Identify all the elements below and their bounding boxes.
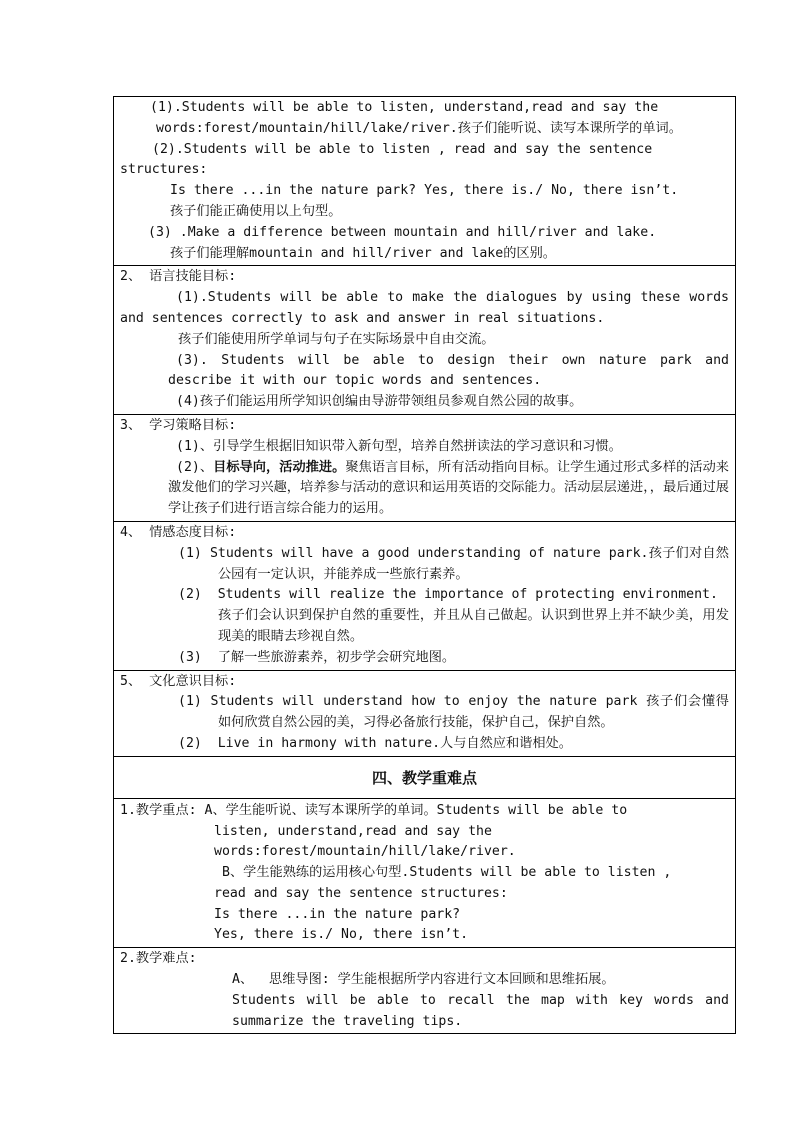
learning-strategy-title: 3、 学习策略目标: [120,417,237,433]
strategy-1: (1)、引导学生根据旧知识带入新句型，培养自然拼读法的学习意识和习惯。 [176,438,622,454]
objective-2-line: (2).Students will be able to listen , read and say the sentence [152,141,653,157]
strategy-2-bold: 目标导向，活动推进。 [213,459,346,475]
difficulty-line-1: A、 思维导图: 学生能根据所学内容进行文本回顾和思维拓展。 [232,972,615,988]
language-skill-3: (3). Students will be able to design their own nature park and describe it with our topic words and sentences. [168,352,729,389]
attitude-2-cn: 孩子们会认识到保护自然的重要性，并且从自己做起。认识到世界上并不缺少美，用发现美的眼睛去珍视自然。 [218,608,729,644]
knowledge-objectives-cell [114,97,735,266]
language-skill-1: (1).Students will be able to make the dialogues by using these words and sentences correctly to ask and answer in real situations. [120,290,729,326]
cultural-awareness-cell [114,671,735,757]
learning-strategy-cell [114,415,735,522]
objective-1-line: (1).Students will be able to listen, understand,read and say the [150,100,659,115]
focus-line-6: Is there ...in the nature park? [214,906,461,922]
focus-line-5: read and say the sentence structures: [214,885,508,901]
teaching-difficulty-cell [114,948,735,1034]
culture-1: (1) Students will understand how to enjoy the nature park 孩子们会懂得如何欣赏自然公园的美，习得必备旅行技能，保护自己，保护自然。 [178,694,729,731]
attitude-3: (3) 了解一些旅游素养，初步学会研究地图。 [178,649,456,665]
objective-3-line: (3) .Make a difference between mountain and hill/river and lake. [148,224,657,240]
emotional-attitude-cell [114,522,735,671]
language-skill-4: (4)孩子们能运用所学知识创编由导游带领组员参观自然公园的故事。 [176,394,583,410]
language-skills-cell [114,266,735,415]
focus-line-2: listen, understand,read and say the [214,823,492,839]
strategy-2-rest: 聚焦语言目标，所有活动指向目标。让学生通过形式多样的活动来激发他们的学习兴趣，培养参与活动的意识和运用英语的交际能力。活动层层递进，，最后通过展学让孩子们进行语言综合能力的运用。 [168,459,729,517]
strategy-2-prefix: (2)、 [176,459,214,475]
sentence-pattern: Is there ...in the nature park? Yes, there is./ No, there isn’t. [170,183,679,199]
focus-line-3: words:forest/mountain/hill/lake/river. [214,844,516,860]
emotional-attitude-title: 4、 情感态度目标: [120,524,237,540]
language-skills-title: 2、 语言技能目标: [120,269,237,285]
cultural-awareness-title: 5、 文化意识目标: [120,673,237,689]
focus-line-7: Yes, there is./ No, there isn’t. [214,927,469,943]
focus-line-1: 1.教学重点: A、学生能听说、读写本课所学的单词。Students will be able to [120,802,628,818]
attitude-2: (2) Students will realize the importance of protecting environment. [178,587,718,603]
focus-line-4: B、学生能熟练的运用核心句型.Students will be able to listen , [222,865,672,881]
sentence-pattern-cn: 孩子们能正确使用以上句型。 [170,203,342,219]
lesson-plan-table [113,96,736,1034]
objective-1-words: words:forest/mountain/hill/lake/river.孩子们能听说、读写本课所学的单词。 [156,120,682,136]
difficulty-line-2: Students will be able to recall the map with key words and summarize the traveling tips. [232,992,729,1029]
section-heading: 四、教学重难点 [114,757,735,799]
objective-3-cn: 孩子们能理解mountain and hill/river and lake的区别。 [170,245,556,261]
attitude-1: (1) Students will have a good understanding of nature park.孩子们对自然公园有一定认识，并能养成一些旅行素养。 [178,545,729,582]
difficulty-title: 2.教学难点: [120,951,197,967]
teaching-focus-cell [114,799,735,949]
objective-2-cont: structures: [120,162,208,178]
language-skill-1-cn: 孩子们能使用所学单词与句子在实际场景中自由交流。 [178,331,495,347]
strategy-2 [120,458,729,520]
culture-2: (2) Live in harmony with nature.人与自然应和谐相处。 [178,735,572,751]
